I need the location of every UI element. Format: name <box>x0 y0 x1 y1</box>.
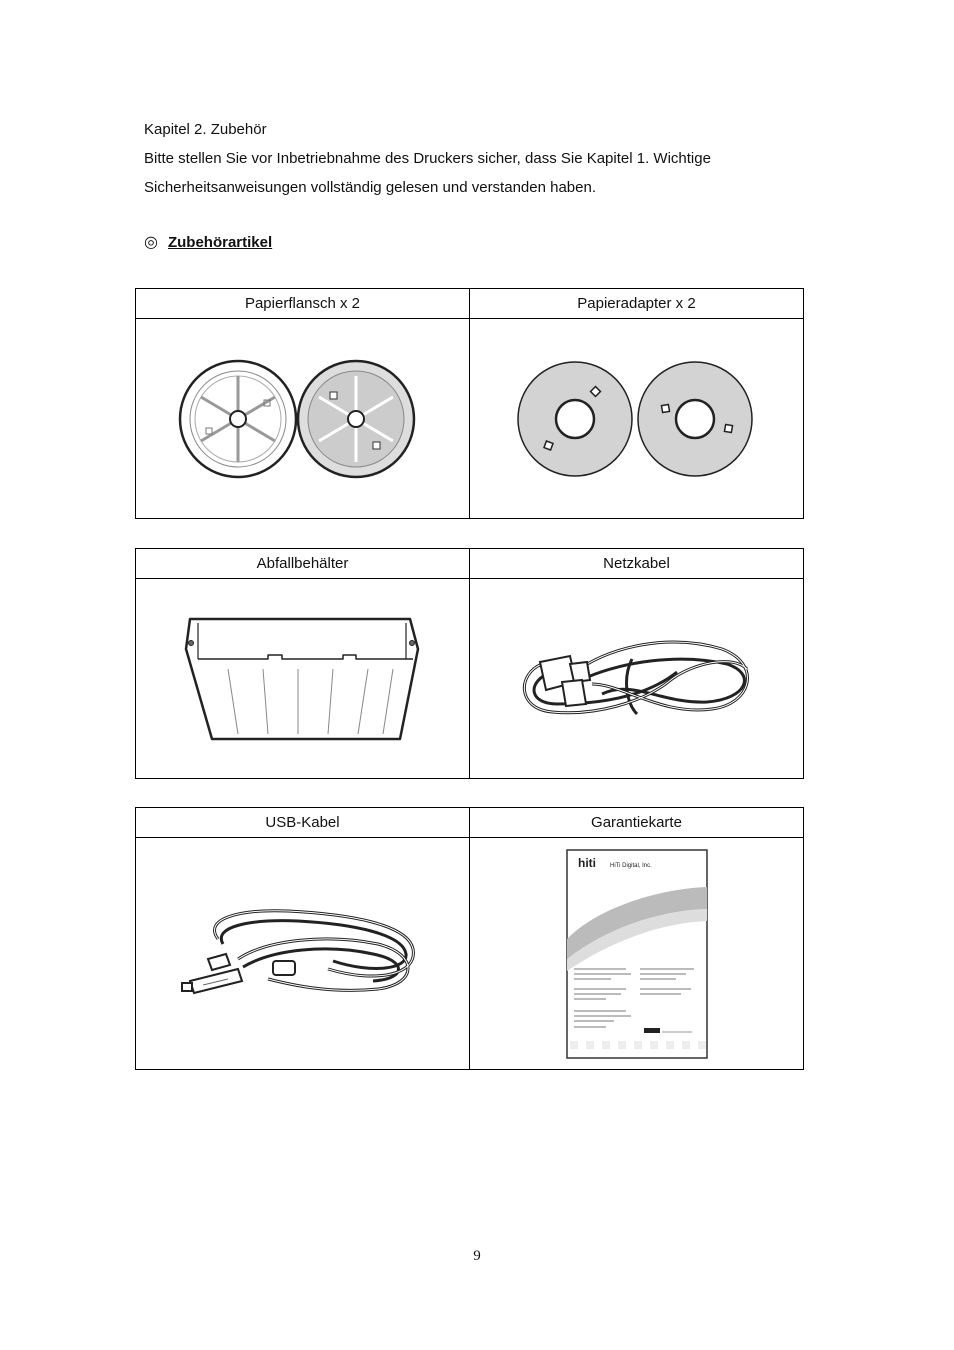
chapter-heading: Kapitel 2. Zubehör <box>144 121 267 138</box>
warranty-card-cell <box>470 838 804 1070</box>
power-cable-illustration <box>512 624 762 734</box>
section-heading <box>144 232 272 252</box>
power-cable-cell <box>470 579 804 779</box>
page-number: 9 <box>473 1248 481 1264</box>
section-title: Zubehörartikel <box>167 233 273 251</box>
warranty-brand: hiti <box>577 855 596 870</box>
accessory-table-2 <box>135 548 804 779</box>
header-paper-adapter: Papieradapter x 2 <box>470 289 804 319</box>
intro-text <box>144 115 824 202</box>
accessory-table-3 <box>135 807 804 1070</box>
warranty-company: HiTi Digital, Inc. <box>609 862 652 869</box>
usb-cable-cell <box>136 838 470 1070</box>
intro-line-1: Bitte stellen Sie vor Inbetriebnahme des Druckers sicher, dass Sie Kapitel 1. Wichtige <box>144 150 711 167</box>
paper-flange-illustration <box>178 354 428 484</box>
header-usb-cable: USB-Kabel <box>136 808 470 838</box>
header-waste-bin: Abfallbehälter <box>136 549 470 579</box>
waste-bin-illustration <box>178 609 428 749</box>
paper-adapter-cell <box>470 319 804 519</box>
intro-line-2: Sicherheitsanweisungen vollständig gelesen und verstanden haben. <box>144 179 596 196</box>
waste-bin-cell <box>136 579 470 779</box>
paper-adapter-illustration <box>512 354 762 484</box>
double-circle-bullet-icon: ◎ <box>144 234 158 251</box>
header-warranty-card: Garantiekarte <box>470 808 804 838</box>
accessory-table-1 <box>135 288 804 519</box>
warranty-card-illustration <box>566 849 708 1059</box>
header-power-cable: Netzkabel <box>470 549 804 579</box>
usb-cable-illustration <box>178 899 428 1009</box>
paper-flange-cell <box>136 319 470 519</box>
header-paper-flange: Papierflansch x 2 <box>136 289 470 319</box>
